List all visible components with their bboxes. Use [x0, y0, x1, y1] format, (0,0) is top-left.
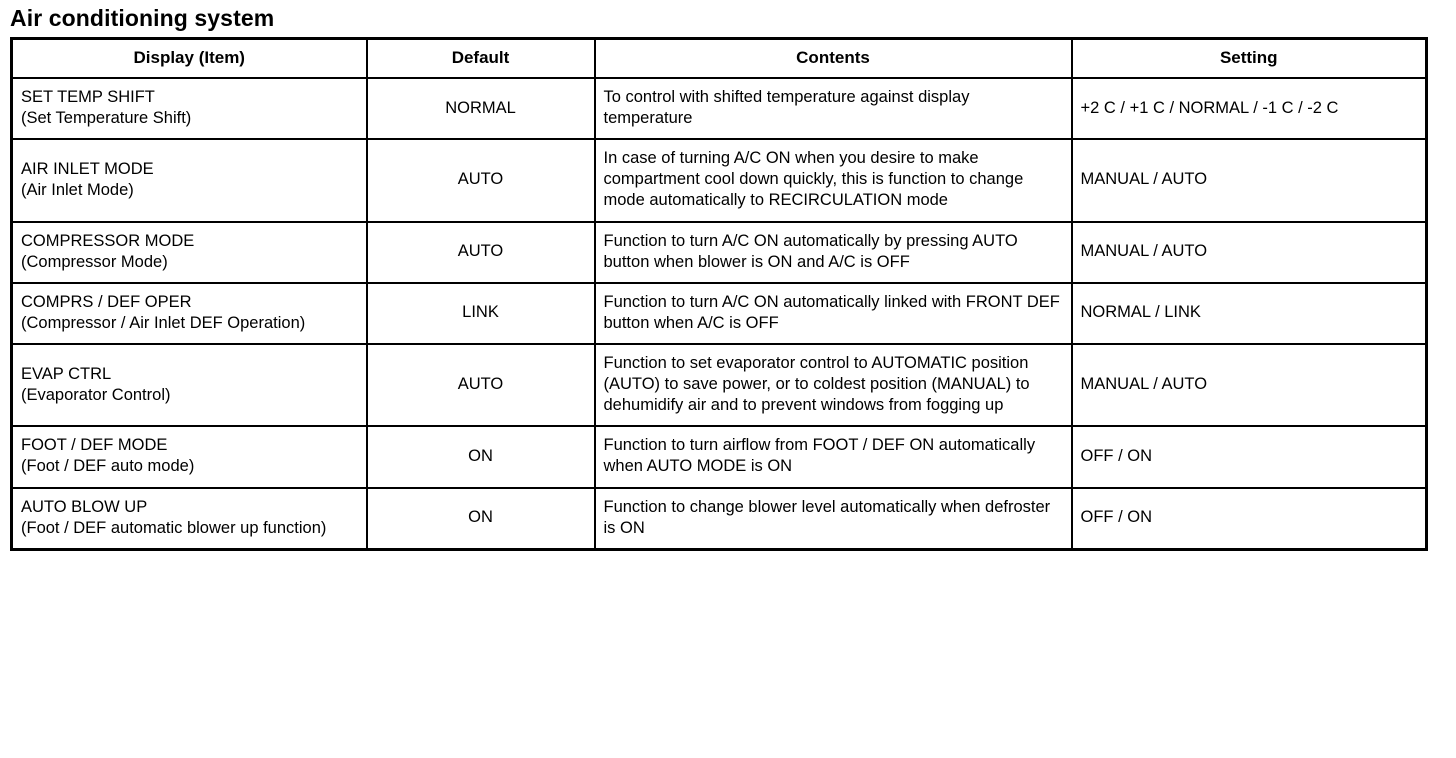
table-body	[12, 78, 1427, 549]
cell-default: ON	[367, 488, 595, 550]
cell-default: AUTO	[367, 139, 595, 221]
cell-contents: Function to turn A/C ON automatically linked with FRONT DEF button when A/C is OFF	[595, 283, 1072, 344]
table-header	[12, 39, 1427, 78]
cell-default: AUTO	[367, 344, 595, 426]
air-conditioning-settings-table	[10, 37, 1428, 551]
item-name: EVAP CTRL	[21, 364, 112, 383]
item-description: (Compressor Mode)	[21, 252, 168, 271]
table-row	[12, 283, 1427, 344]
cell-display-item	[12, 283, 367, 344]
table-row	[12, 344, 1427, 426]
column-header-contents: Contents	[595, 39, 1072, 78]
cell-display-item	[12, 344, 367, 426]
cell-display-item	[12, 78, 367, 139]
cell-display-item	[12, 222, 367, 283]
item-description: (Compressor / Air Inlet DEF Operation)	[21, 313, 306, 332]
table-row	[12, 426, 1427, 487]
cell-display-item	[12, 426, 367, 487]
cell-setting: MANUAL / AUTO	[1072, 344, 1427, 426]
item-description: (Foot / DEF automatic blower up function)	[21, 518, 327, 537]
item-name: AIR INLET MODE	[21, 159, 154, 178]
cell-display-item	[12, 139, 367, 221]
cell-contents: Function to change blower level automatically when defroster is ON	[595, 488, 1072, 550]
cell-default: NORMAL	[367, 78, 595, 139]
cell-contents: In case of turning A/C ON when you desire to make compartment cool down quickly, this is function to change mode automatically to RECIRCULATION mode	[595, 139, 1072, 221]
item-name: COMPRESSOR MODE	[21, 231, 195, 250]
page-title: Air conditioning system	[10, 5, 275, 31]
table-row	[12, 222, 1427, 283]
cell-contents: Function to turn A/C ON automatically by pressing AUTO button when blower is ON and A/C is OFF	[595, 222, 1072, 283]
cell-contents: To control with shifted temperature against display temperature	[595, 78, 1072, 139]
cell-default: AUTO	[367, 222, 595, 283]
item-description: (Evaporator Control)	[21, 385, 171, 404]
cell-default: LINK	[367, 283, 595, 344]
cell-setting: OFF / ON	[1072, 426, 1427, 487]
item-description: (Air Inlet Mode)	[21, 180, 134, 199]
item-name: AUTO BLOW UP	[21, 497, 148, 516]
cell-setting: OFF / ON	[1072, 488, 1427, 550]
item-name: FOOT / DEF MODE	[21, 436, 168, 455]
cell-display-item	[12, 488, 367, 550]
item-name: COMPRS / DEF OPER	[21, 292, 192, 311]
cell-setting: MANUAL / AUTO	[1072, 222, 1427, 283]
table-row	[12, 139, 1427, 221]
table-header-row	[12, 39, 1427, 78]
item-description: (Set Temperature Shift)	[21, 109, 192, 128]
cell-contents: Function to turn airflow from FOOT / DEF ON automatically when AUTO MODE is ON	[595, 426, 1072, 487]
cell-setting: NORMAL / LINK	[1072, 283, 1427, 344]
column-header-display-item: Display (Item)	[12, 39, 367, 78]
column-header-default: Default	[367, 39, 595, 78]
document-page	[0, 6, 1456, 758]
cell-default: ON	[367, 426, 595, 487]
table-row	[12, 78, 1427, 139]
cell-setting: MANUAL / AUTO	[1072, 139, 1427, 221]
item-description: (Foot / DEF auto mode)	[21, 457, 195, 476]
table-row	[12, 488, 1427, 550]
item-name: SET TEMP SHIFT	[21, 88, 155, 107]
column-header-setting: Setting	[1072, 39, 1427, 78]
cell-contents: Function to set evaporator control to AUTOMATIC position (AUTO) to save power, or to coldest position (MANUAL) to dehumidify air and to prevent windows from fogging up	[595, 344, 1072, 426]
cell-setting: +2 C / +1 C / NORMAL / -1 C / -2 C	[1072, 78, 1427, 139]
